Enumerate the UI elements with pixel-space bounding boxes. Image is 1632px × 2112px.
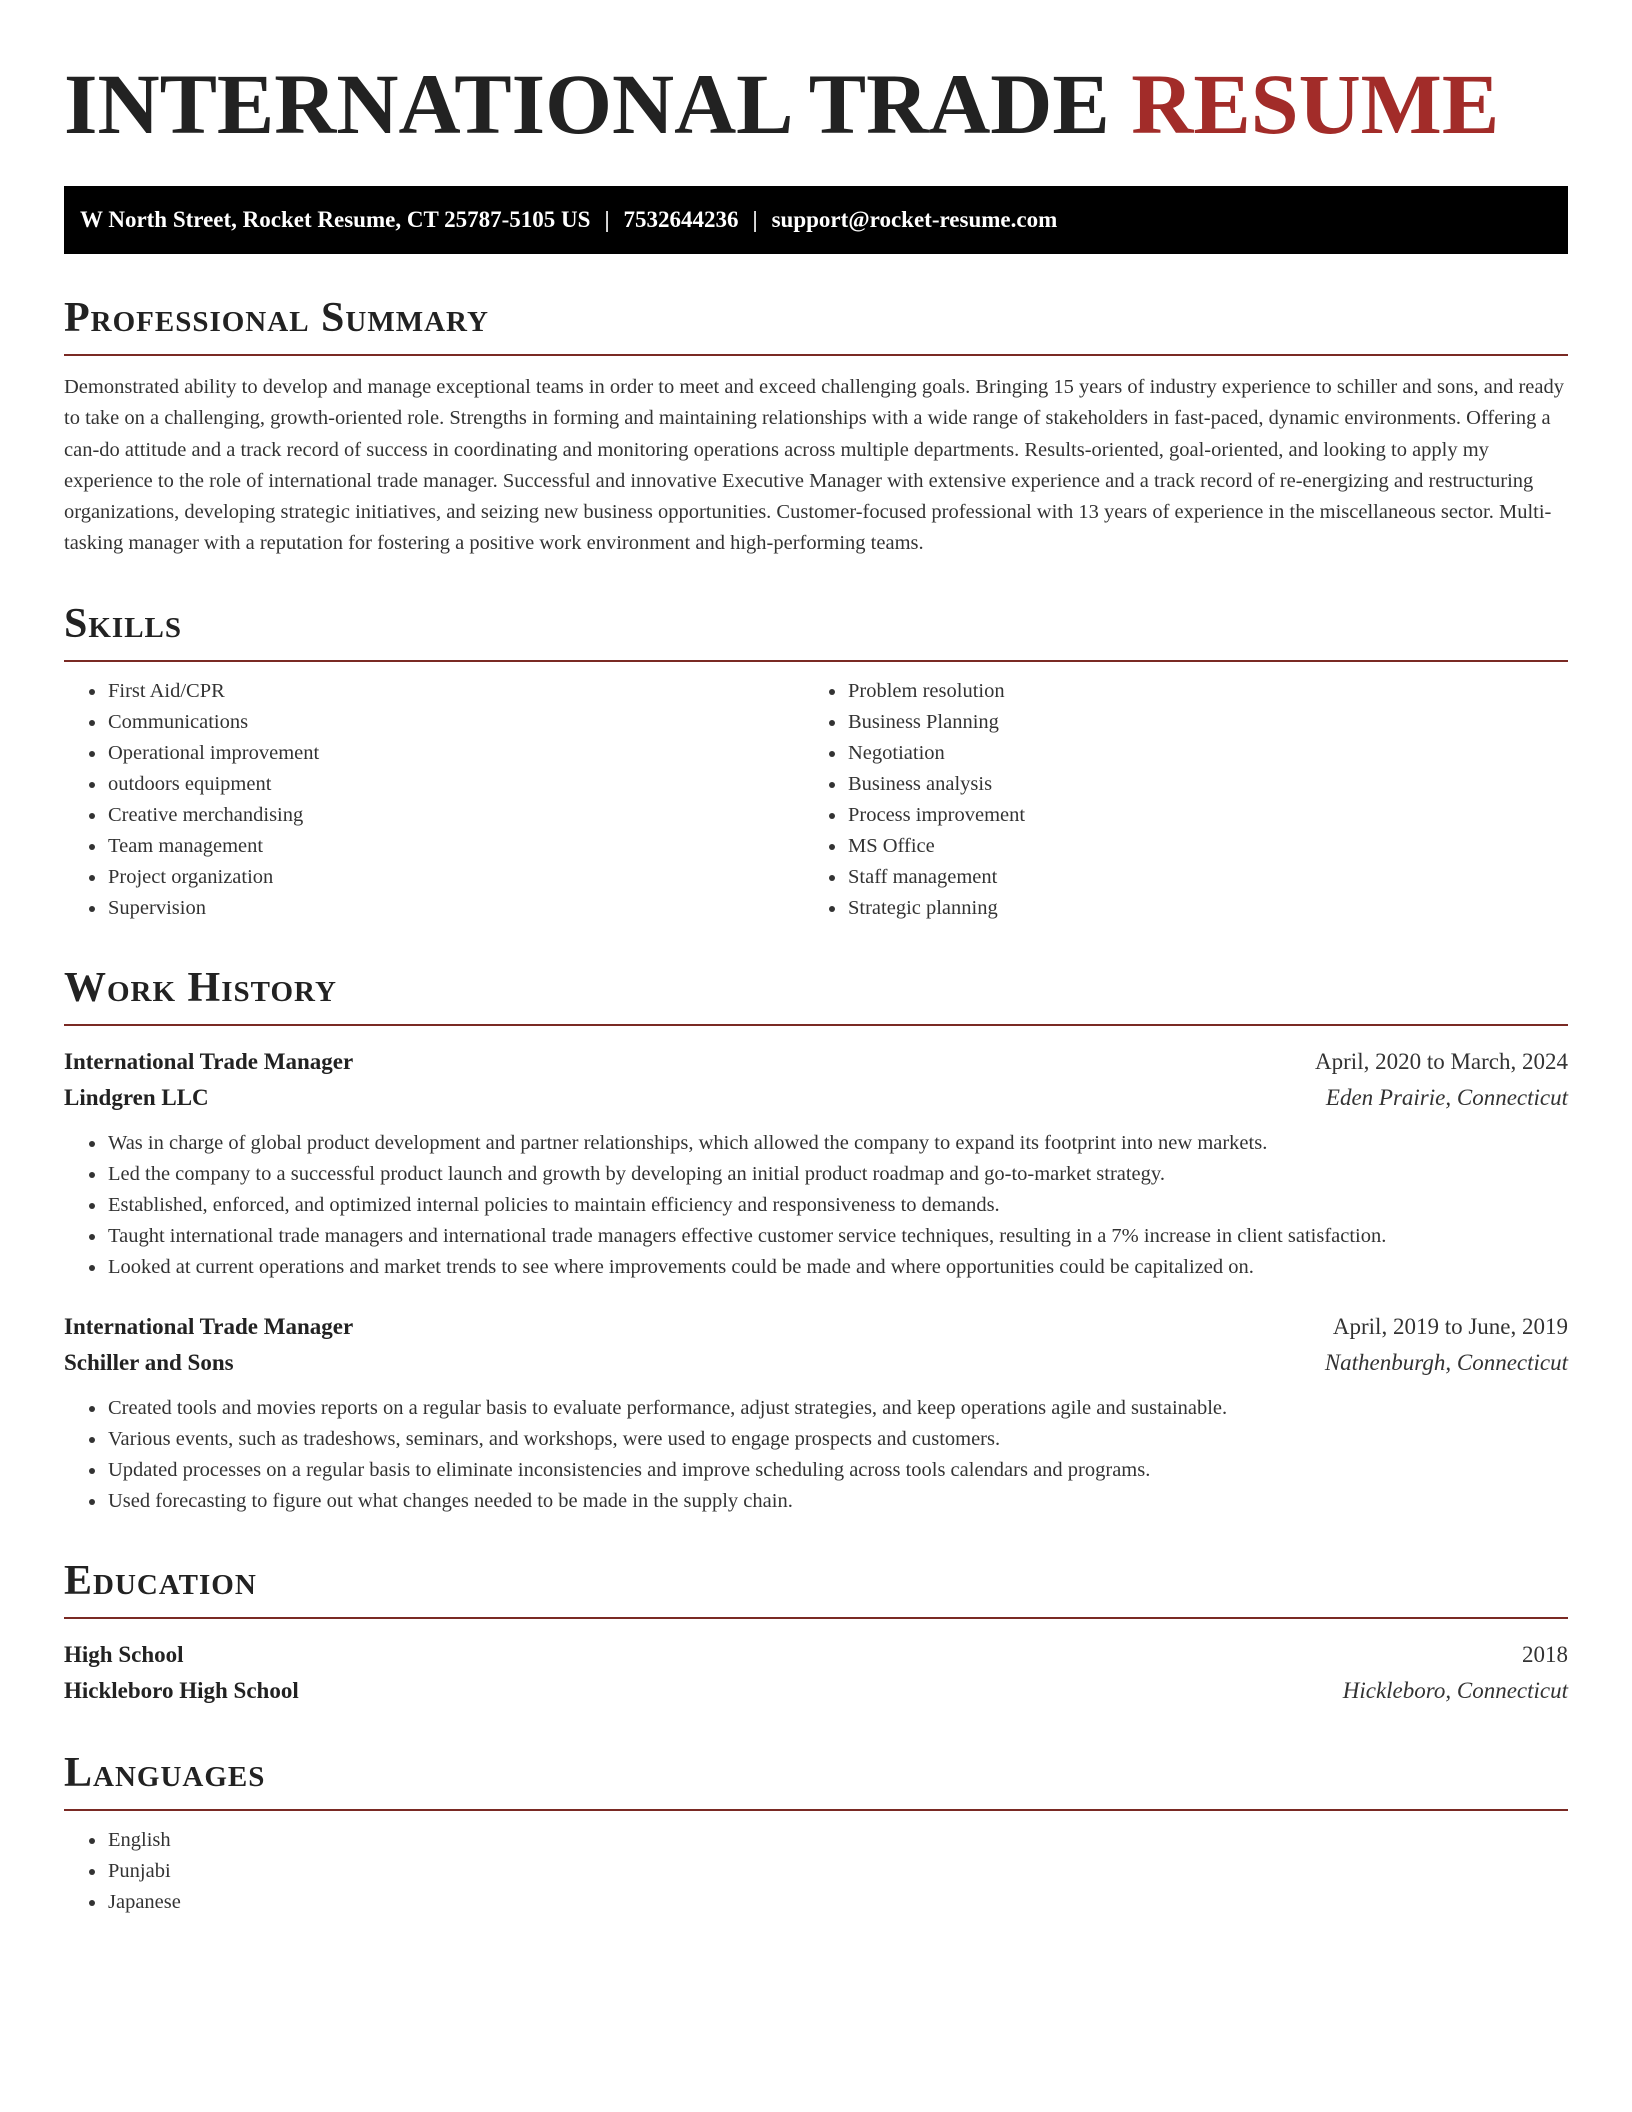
title-accent: RESUME — [1131, 56, 1500, 152]
languages-section — [64, 1749, 1568, 1918]
skill-item: • Negotiation — [847, 738, 1544, 769]
job-dates: April, 2020 to March, 2024 — [1315, 1048, 1568, 1074]
language-item: • Japanese — [107, 1887, 1568, 1918]
skill-item: • Creative merchandising — [107, 800, 804, 831]
contact-separator: | — [604, 207, 610, 232]
language-item: • Punjabi — [107, 1856, 1568, 1887]
contact-separator: | — [752, 207, 758, 232]
education-school-row — [64, 1673, 1568, 1709]
summary-section — [64, 294, 1568, 560]
skills-grid — [64, 676, 1568, 924]
job-title: International Trade Manager — [64, 1048, 354, 1074]
job-title: International Trade Manager — [64, 1313, 354, 1339]
education-entry — [64, 1637, 1568, 1709]
job-company-row — [64, 1345, 1568, 1381]
summary-text: Demonstrated ability to develop and manage exceptional teams in order to meet and exceed challenging goals. Bringing 15 years of industry experience to schiller and sons, and ready to take on a challenging, growth-oriented role. Strengths in forming and maintaining relationships with a wide range of stakeholders in fast-paced, dynamic environments. Offering a can-do attitude and a track record of success in coordinating and monitoring operations across multiple departments. Results-oriented, goal-oriented, and looking to apply my experience to the role of international trade manager. Successful and innovative Executive Manager with extensive experience and a track record of re-energizing and restructuring organizations, developing strategic initiatives, and seizing new business opportunities. Customer-focused professional with 13 years of experience in the miscellaneous sector. Multi-tasking manager with a reputation for fostering a positive work environment and high-performing teams. — [64, 376, 1565, 555]
skill-item: • First Aid/CPR — [107, 676, 804, 707]
job-title-row — [64, 1044, 1568, 1080]
contact-email: support@rocket-resume.com — [771, 207, 1058, 232]
job-bullet: • Led the company to a successful product launch and growth by developing an initial product roadmap and go-to-market strategy. — [107, 1159, 1568, 1190]
skill-item: • Operational improvement — [107, 738, 804, 769]
contact-bar — [64, 186, 1568, 254]
job-bullet: • Looked at current operations and market trends to see where improvements could be made and where opportunities could be capitalized on. — [107, 1252, 1568, 1283]
job-bullet: • Established, enforced, and optimized internal policies to maintain efficiency and responsiveness to demands. — [107, 1190, 1568, 1221]
language-item: • English — [107, 1825, 1568, 1856]
education-degree-row — [64, 1637, 1568, 1673]
job-entry — [64, 1044, 1568, 1283]
skill-item: • Team management — [107, 831, 804, 862]
skill-item: • Supervision — [107, 893, 804, 924]
contact-address: W North Street, Rocket Resume, CT 25787-5105 US — [80, 207, 591, 232]
job-bullet: • Was in charge of global product development and partner relationships, which allowed the company to expand its footprint into new markets. — [107, 1128, 1568, 1159]
skill-item: • Strategic planning — [847, 893, 1544, 924]
skill-item: • Project organization — [107, 862, 804, 893]
education-year: 2018 — [1522, 1641, 1568, 1667]
job-bullets — [64, 1393, 1568, 1517]
work-history-heading: Work History — [64, 964, 1568, 1026]
education-heading: Education — [64, 1557, 1568, 1619]
contact-phone: 7532644236 — [623, 207, 739, 232]
skills-list-right — [804, 676, 1544, 924]
job-dates: April, 2019 to June, 2019 — [1332, 1313, 1568, 1339]
summary-heading: Professional Summary — [64, 294, 1568, 356]
skill-item: • MS Office — [847, 831, 1544, 862]
job-company-row — [64, 1080, 1568, 1116]
title-main: INTERNATIONAL TRADE — [64, 56, 1110, 152]
job-company: Lindgren LLC — [64, 1084, 209, 1110]
job-bullet: • Taught international trade managers and international trade managers effective customer service techniques, resulting in a 7% increase in client satisfaction. — [107, 1221, 1568, 1252]
job-title-row — [64, 1309, 1568, 1345]
education-location: Hickleboro, Connecticut — [1342, 1677, 1568, 1703]
job-bullets — [64, 1128, 1568, 1283]
job-bullet: • Various events, such as tradeshows, seminars, and workshops, were used to engage prospects and customers. — [107, 1424, 1568, 1455]
skills-heading: Skills — [64, 600, 1568, 662]
skill-item: • outdoors equipment — [107, 769, 804, 800]
skills-list-left — [64, 676, 804, 924]
job-location: Eden Prairie, Connecticut — [1325, 1084, 1568, 1110]
job-bullet: • Used forecasting to figure out what changes needed to be made in the supply chain. — [107, 1486, 1568, 1517]
job-entry — [64, 1309, 1568, 1517]
languages-heading: Languages — [64, 1749, 1568, 1811]
job-company: Schiller and Sons — [64, 1349, 234, 1375]
skill-item: • Process improvement — [847, 800, 1544, 831]
education-degree: High School — [64, 1641, 184, 1667]
skill-item: • Business Planning — [847, 707, 1544, 738]
job-location: Nathenburgh, Connecticut — [1324, 1349, 1568, 1375]
languages-list — [64, 1825, 1568, 1918]
skill-item: • Communications — [107, 707, 804, 738]
job-bullet: • Updated processes on a regular basis to eliminate inconsistencies and improve scheduling across tools calendars and programs. — [107, 1455, 1568, 1486]
work-history-section — [64, 964, 1568, 1517]
skill-item: • Business analysis — [847, 769, 1544, 800]
skill-item: • Problem resolution — [847, 676, 1544, 707]
skills-section — [64, 600, 1568, 924]
education-school: Hickleboro High School — [64, 1677, 299, 1703]
skill-item: • Staff management — [847, 862, 1544, 893]
resume-title — [64, 56, 1568, 152]
education-section — [64, 1557, 1568, 1709]
job-bullet: • Created tools and movies reports on a regular basis to evaluate performance, adjust strategies, and keep operations agile and sustainable. — [107, 1393, 1568, 1424]
